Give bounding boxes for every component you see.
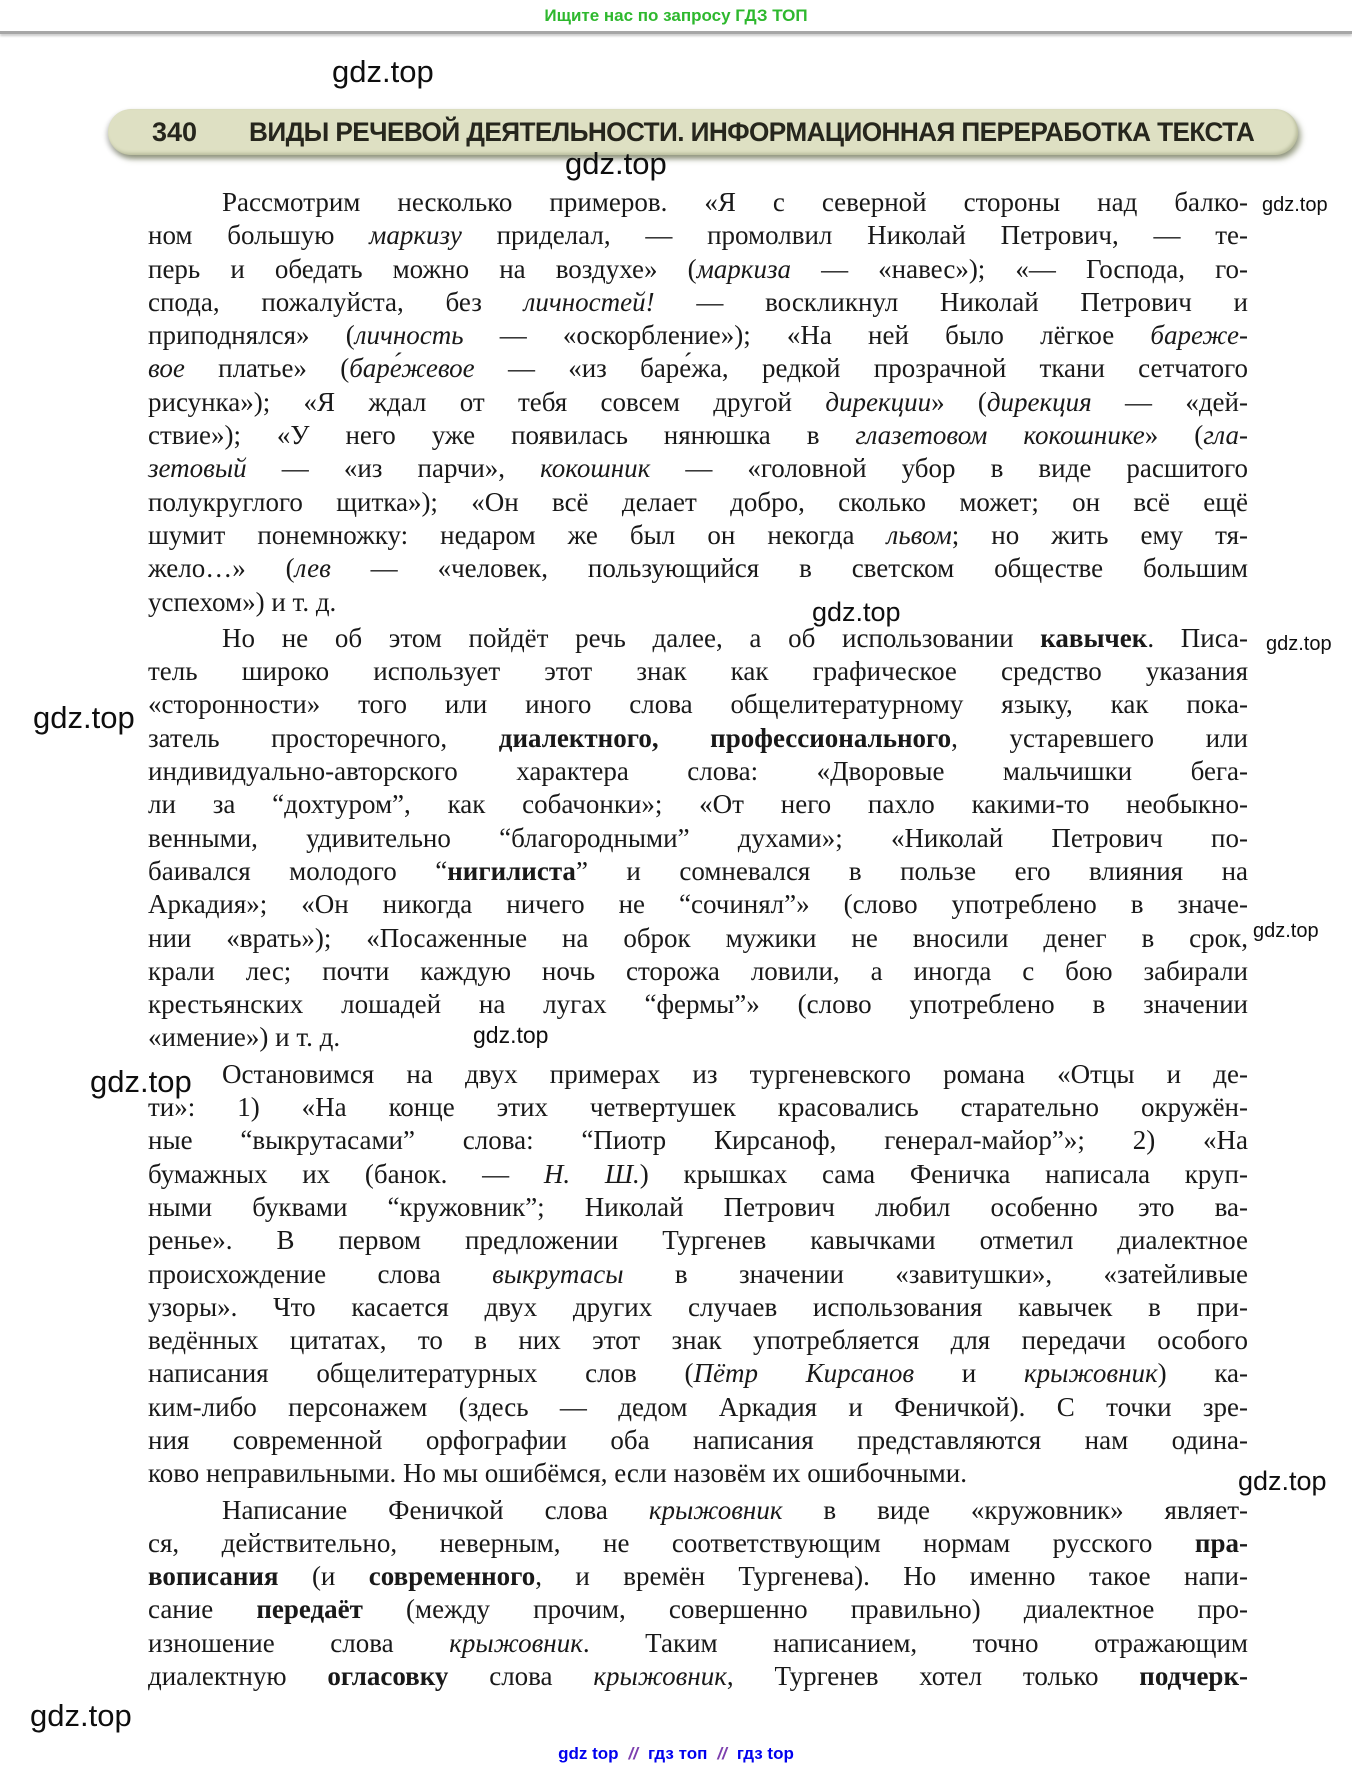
text-segment: индивидуально-авторского характера слова: «Дворовые мальчишки бега- xyxy=(148,756,1248,787)
gdz-watermark: gdz.top xyxy=(1266,633,1332,655)
text-segment: и xyxy=(914,1358,1024,1389)
text-segment: ли за “дохтуром”, как собачонки»; «От него пахло какими-то необыкно- xyxy=(148,789,1248,820)
text-line xyxy=(148,888,1248,921)
text-line xyxy=(148,1560,1248,1593)
text-segment: — «дей- xyxy=(1091,386,1248,417)
text-line xyxy=(148,855,1248,888)
text-segment: ведённых цитатах, то в них этот знак употребляется для передачи особого xyxy=(148,1325,1248,1356)
text-segment: ти»: 1) «На конце этих четвертушек красовались старательно окружён- xyxy=(148,1092,1248,1123)
text-segment: — «оскорбление»); «На ней было лёгкое xyxy=(463,320,1151,351)
text-segment: ) ка- xyxy=(1157,1358,1248,1389)
text-segment: нигилиста xyxy=(447,855,576,886)
text-segment: » ( xyxy=(931,386,987,417)
text-line xyxy=(148,1158,1248,1191)
page-number: 340 xyxy=(152,116,198,147)
text-segment: изношение слова xyxy=(148,1627,450,1658)
text-segment: шумит понемножку: недаром же был он некогда xyxy=(148,519,887,550)
text-segment: диалектную xyxy=(148,1661,328,1692)
text-segment: платье» ( xyxy=(184,353,350,384)
text-segment: жело…» ( xyxy=(148,553,295,584)
text-segment: — «из парчи», xyxy=(246,453,541,484)
text-segment: в виде «кружовник» являет- xyxy=(782,1494,1248,1525)
text-segment: зетовый xyxy=(148,453,247,484)
text-segment: ными буквами “кружовник”; Николай Петрович любил особенно это ва- xyxy=(148,1191,1248,1222)
text-line xyxy=(148,822,1248,855)
text-segment: » ( xyxy=(1144,420,1204,451)
paragraph xyxy=(148,1494,1248,1694)
text-segment: — «из баре́жа, редкой прозрачной ткани сетчатого xyxy=(474,353,1248,384)
text-line xyxy=(148,788,1248,821)
paragraph xyxy=(148,186,1248,619)
text-segment: ствие»); «У него уже появилась нянюшка в xyxy=(148,420,856,451)
text-line xyxy=(148,319,1248,352)
text-line xyxy=(148,1191,1248,1224)
text-segment: слова xyxy=(448,1661,594,1692)
footer-link-2[interactable]: гдз топ xyxy=(648,1744,708,1763)
text-segment: узоры». Что касается двух других случаев использования кавычек в при- xyxy=(148,1291,1248,1322)
text-line xyxy=(148,352,1248,385)
gdz-watermark: gdz.top xyxy=(812,597,901,627)
text-line xyxy=(148,386,1248,419)
text-segment: Рассмотрим несколько примеров. «Я с северной стороны над балко- xyxy=(222,187,1248,217)
text-segment: Н. Ш. xyxy=(543,1158,640,1189)
text-line xyxy=(148,1058,1248,1091)
text-segment: вое xyxy=(148,353,185,384)
text-segment: рисунка»); «Я ждал от тебя совсем другой xyxy=(148,386,826,417)
footer-link-3[interactable]: гдз top xyxy=(736,1744,794,1763)
text-line xyxy=(148,1324,1248,1357)
text-segment: перь и обедать можно на воздухе» ( xyxy=(148,253,697,284)
text-segment: Пётр Кирсанов xyxy=(693,1358,915,1389)
text-segment: сание xyxy=(148,1594,257,1625)
text-segment: (и xyxy=(278,1561,369,1592)
text-segment: баивался молодого “ xyxy=(148,855,448,886)
text-line xyxy=(148,655,1248,688)
text-segment: крестьянских лошадей на лугах “фермы”» (слово употреблено в значении xyxy=(148,989,1248,1020)
text-segment: баре́жевое xyxy=(349,353,475,384)
footer-separator: // xyxy=(628,1744,638,1763)
gdz-watermark: gdz.top xyxy=(565,146,667,181)
text-segment: бумажных их (банок. — xyxy=(148,1158,544,1189)
text-line xyxy=(148,1660,1248,1693)
text-segment: пра- xyxy=(1194,1527,1248,1558)
footer-link-1[interactable]: gdz top xyxy=(558,1744,619,1763)
text-segment: полукруглого щитка»); «Он всё делает добро, сколько может; он всё ещё xyxy=(148,486,1248,517)
text-segment: огласовку xyxy=(327,1661,449,1692)
text-segment: — воскликнул Николай Петрович и xyxy=(654,286,1248,317)
text-line xyxy=(148,286,1248,319)
text-segment: подчерк- xyxy=(1139,1661,1248,1692)
text-segment: Написание Феничкой слова xyxy=(222,1494,649,1525)
text-segment: — «человек, пользующийся в светском обществе большим xyxy=(330,553,1248,584)
text-line xyxy=(148,1021,1248,1054)
text-segment: ные “выкрутасами” слова: “Пиотр Кирсаноф, генерал-майор”»; 2) «На xyxy=(148,1125,1248,1156)
text-segment: ; но жить ему тя- xyxy=(951,519,1249,550)
text-line xyxy=(148,552,1248,585)
text-segment: ким-либо персонажем (здесь — дедом Аркадия и Феничкой). С точки зре- xyxy=(148,1391,1248,1422)
text-line xyxy=(148,1357,1248,1390)
gdz-watermark: gdz.top xyxy=(1253,920,1319,942)
text-line xyxy=(148,1224,1248,1257)
gdz-watermark: gdz.top xyxy=(332,54,434,89)
text-segment: происхождение слова xyxy=(148,1258,493,1289)
text-segment: ) крышках сама Феничка написала круп- xyxy=(639,1158,1248,1189)
text-line xyxy=(148,1124,1248,1157)
text-line xyxy=(148,988,1248,1021)
text-line xyxy=(148,1291,1248,1324)
text-segment: нии «врать»); «Посаженные на оброк мужики не вносили денег в срок, xyxy=(148,922,1248,953)
text-segment: ково неправильными. Но мы ошибёмся, если назовём их ошибочными. xyxy=(148,1458,967,1489)
text-line xyxy=(148,219,1248,252)
text-segment: дирекция xyxy=(986,386,1092,417)
text-line xyxy=(148,253,1248,286)
gdz-watermark: gdz.top xyxy=(1262,194,1328,216)
text-segment: крыжовник xyxy=(449,1627,583,1658)
text-segment: «сторонности» того или иного слова общелитературному языку, как пока- xyxy=(148,689,1248,720)
text-segment: вописания xyxy=(148,1561,279,1592)
text-segment: , Тургенев хотел только xyxy=(726,1661,1140,1692)
text-segment: ном большую xyxy=(148,220,370,251)
top-divider xyxy=(0,31,1352,34)
text-segment: — «навес»); «— Господа, го- xyxy=(790,253,1248,284)
gdz-watermark: gdz.top xyxy=(90,1064,192,1099)
text-segment: диалектного, профессионального xyxy=(498,722,952,753)
text-segment: крали лес; почти каждую ночь сторожа ловили, а иногда с бою забирали xyxy=(148,955,1248,986)
text-line xyxy=(148,486,1248,519)
text-segment: львом xyxy=(886,519,952,550)
chapter-title: ВИДЫ РЕЧЕВОЙ ДЕЯТЕЛЬНОСТИ. ИНФОРМАЦИОННАЯ ПЕРЕРАБОТКА ТЕКСТА xyxy=(249,116,1255,147)
text-segment: приподнялся» ( xyxy=(148,320,355,351)
text-segment: личностей! xyxy=(523,286,655,317)
text-line xyxy=(148,922,1248,955)
text-segment: венными, удивительно “благородными” духами»; «Николай Петрович по- xyxy=(148,822,1248,853)
text-segment: маркизу xyxy=(369,220,462,251)
text-segment: приделал, — промолвил Николай Петрович, — те- xyxy=(461,220,1248,251)
text-segment: . Таким написанием, точно отражающим xyxy=(582,1627,1248,1658)
text-line xyxy=(148,1258,1248,1291)
text-segment: — «головной убор в виде расшитого xyxy=(650,453,1248,484)
footer-links xyxy=(558,1744,794,1763)
text-segment: гла- xyxy=(1203,420,1248,451)
gdz-watermark: gdz.top xyxy=(30,1698,132,1733)
text-segment: передаёт xyxy=(256,1594,363,1625)
text-segment: бареже- xyxy=(1150,320,1248,351)
text-segment: дирекции xyxy=(825,386,932,417)
text-segment: Но не об этом пойдёт речь далее, а об использовании xyxy=(222,622,1041,653)
chapter-header-bar xyxy=(108,109,1298,155)
text-line xyxy=(148,755,1248,788)
text-segment: крыжовник xyxy=(648,1494,783,1525)
text-line xyxy=(148,1391,1248,1424)
text-line xyxy=(148,688,1248,721)
text-line xyxy=(148,1627,1248,1660)
text-segment: спода, пожалуйста, без xyxy=(148,286,524,317)
text-segment: Аркадия»; «Он никогда ничего не “сочинял”» (слово употреблено в значе- xyxy=(148,889,1248,920)
gdz-watermark: gdz.top xyxy=(33,700,135,735)
text-segment: ния современной орфографии оба написания представляются нам одина- xyxy=(148,1424,1248,1455)
text-segment: , устаревшего или xyxy=(951,722,1248,753)
text-segment: Остановимся на двух примерах из тургеневского романа «Отцы и де- xyxy=(222,1058,1248,1089)
text-segment: современного xyxy=(368,1561,536,1592)
text-segment: глазетовом кокошнике xyxy=(855,420,1145,451)
paragraph xyxy=(148,622,1248,1055)
text-segment: в значении «завитушки», «затейливые xyxy=(623,1258,1248,1289)
text-line xyxy=(148,1091,1248,1124)
promo-banner-text: Ищите нас по запросу ГДЗ ТОП xyxy=(544,6,808,25)
text-segment: , и времён Тургенева). Но именно такое напи- xyxy=(535,1561,1248,1592)
text-line xyxy=(148,955,1248,988)
page-text xyxy=(148,186,1248,1693)
footer xyxy=(0,1744,1352,1764)
text-segment: (между прочим, совершенно правильно) диалектное про- xyxy=(362,1594,1248,1625)
paragraph xyxy=(148,1058,1248,1491)
footer-separator: // xyxy=(717,1744,727,1763)
text-segment: ся, действительно, неверным, не соответствующим нормам русского xyxy=(148,1527,1195,1558)
text-line xyxy=(148,1424,1248,1457)
text-segment: маркиза xyxy=(696,253,791,284)
gdz-watermark: gdz.top xyxy=(1238,1466,1327,1496)
gdz-watermark: gdz.top xyxy=(473,1022,549,1048)
text-line xyxy=(148,1494,1248,1527)
text-line xyxy=(148,1457,1248,1490)
text-segment: кавычек xyxy=(1040,622,1148,653)
promo-banner xyxy=(0,6,1352,26)
text-line xyxy=(148,722,1248,755)
text-segment: крыжовник xyxy=(593,1661,727,1692)
text-line xyxy=(148,452,1248,485)
text-segment: «имение») и т. д. xyxy=(148,1022,341,1053)
text-segment: кокошник xyxy=(540,453,651,484)
text-segment: крыжовник xyxy=(1023,1358,1158,1389)
text-line xyxy=(148,1593,1248,1626)
text-segment: тель широко использует этот знак как графическое средство указания xyxy=(148,656,1248,687)
text-line xyxy=(148,186,1248,219)
text-line xyxy=(148,1527,1248,1560)
text-segment: личность xyxy=(354,320,464,351)
text-segment: выкрутасы xyxy=(492,1258,624,1289)
text-segment: ренье». В первом предложении Тургенев кавычками отметил диалектное xyxy=(148,1225,1248,1256)
text-segment: успехом») и т. д. xyxy=(148,586,337,617)
text-line xyxy=(148,519,1248,552)
text-segment: . Писа- xyxy=(1147,622,1248,653)
text-line xyxy=(148,419,1248,452)
text-segment: ” и сомневался в пользе его влияния на xyxy=(575,855,1248,886)
text-segment: лев xyxy=(294,553,331,584)
text-line xyxy=(148,622,1248,655)
text-segment: затель просторечного, xyxy=(148,722,499,753)
text-line xyxy=(148,586,1248,619)
text-segment: написания общелитературных слов ( xyxy=(148,1358,694,1389)
